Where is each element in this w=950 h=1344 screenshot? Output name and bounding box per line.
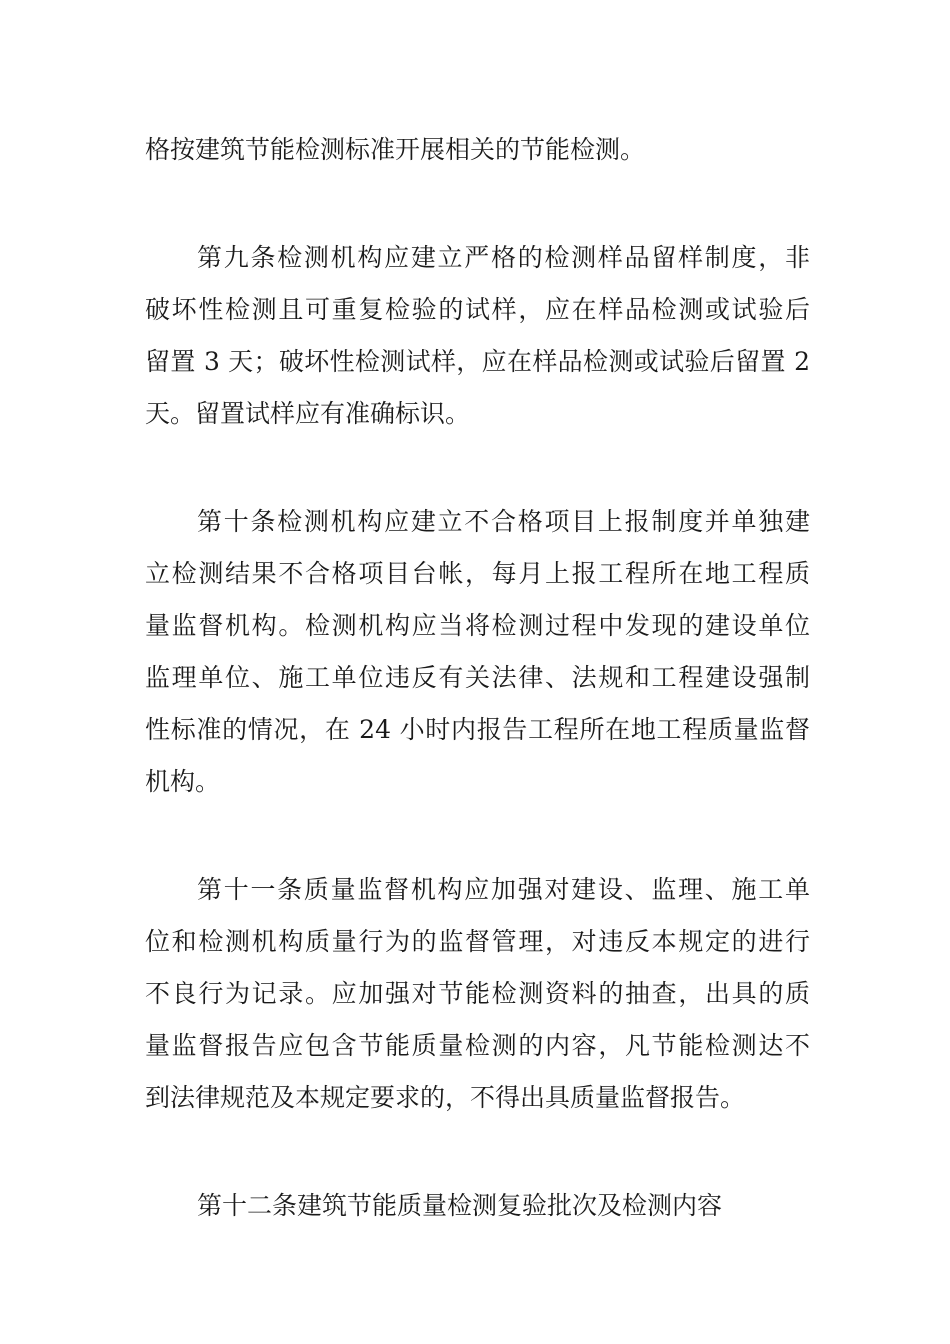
text-line: 量监督机构。检测机构应当将检测过程中发现的建设单位: [145, 611, 810, 640]
text-line: 机构。: [145, 767, 221, 796]
paragraph-continuation: [145, 124, 810, 176]
text-line: 第九条检测机构应建立严格的检测样品留样制度，非: [197, 243, 810, 272]
text-line: 破坏性检测且可重复检验的试样，应在样品检测或试验后: [145, 295, 810, 324]
paragraph-gap: [145, 440, 810, 496]
paragraph-gap: [145, 808, 810, 864]
document-body: [145, 124, 810, 1232]
paragraph-gap: [145, 1124, 810, 1180]
text-line: 位和检测机构质量行为的监督管理，对违反本规定的进行: [145, 927, 810, 956]
paragraph-article-11: [145, 864, 810, 1124]
text-line: 不良行为记录。应加强对节能检测资料的抽查，出具的质: [145, 979, 810, 1008]
text-line: 性标准的情况，在 24 小时内报告工程所在地工程质量监督: [145, 715, 810, 744]
text-line: 留置 3 天；破坏性检测试样，应在样品检测或试验后留置 2: [145, 347, 810, 376]
text-line: 天。留置试样应有准确标识。: [145, 399, 471, 428]
text-line: 到法律规范及本规定要求的，不得出具质量监督报告。: [145, 1083, 746, 1112]
text-line: 立检测结果不合格项目台帐，每月上报工程所在地工程质: [145, 559, 810, 588]
text-line: 监理单位、施工单位违反有关法律、法规和工程建设强制: [145, 663, 810, 692]
paragraph-article-10: [145, 496, 810, 808]
text-line: 量监督报告应包含节能质量检测的内容，凡节能检测达不: [145, 1031, 810, 1060]
paragraph-article-12: [145, 1180, 810, 1232]
paragraph-article-9: [145, 232, 810, 440]
text-line: 格按建筑节能检测标准开展相关的节能检测。: [145, 135, 646, 164]
paragraph-gap: [145, 176, 810, 232]
text-line: 第十二条建筑节能质量检测复验批次及检测内容: [197, 1191, 723, 1220]
text-line: 第十条检测机构应建立不合格项目上报制度并单独建: [197, 507, 810, 536]
text-line: 第十一条质量监督机构应加强对建设、监理、施工单: [197, 875, 810, 904]
